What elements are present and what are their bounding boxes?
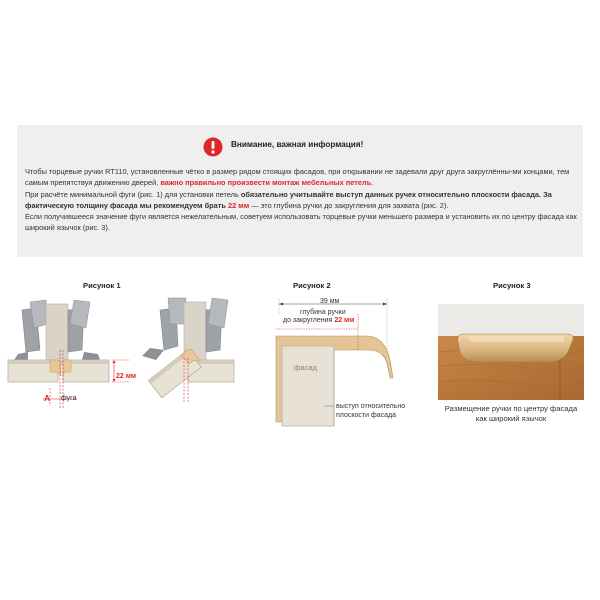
notice-p1-end: .	[371, 178, 374, 188]
notice-p2-highlight: 22 мм	[227, 200, 250, 210]
fig1-label-a: A	[44, 393, 51, 403]
fig2-protrusion-2: плоскости фасада	[336, 412, 396, 419]
fig1-title: Рисунок 1	[83, 281, 121, 290]
fig1-dim-value: 22 мм	[116, 373, 137, 380]
fig2-width-label: 39 мм	[320, 298, 340, 305]
notice-p1-highlight: важно правильно произвести монтаж мебельных петель	[160, 178, 372, 188]
notice-panel	[17, 125, 583, 257]
exclamation-icon	[203, 137, 223, 157]
fig2-depth-label-1: глубина ручки	[300, 309, 346, 316]
fig3-caption-2: как широкий язычок	[475, 413, 547, 423]
fig2-protrusion-1: выступ относительно	[336, 403, 406, 410]
fig3-wood-photo	[438, 304, 584, 400]
notice-p3-text: Если получившееся значение фуги является нежелательным, советуем использовать торцевые ручки меньшего размера и установить их по центру фасада как широкий язычок (рис. 3).	[25, 212, 577, 233]
fig1-label-gap: фуга	[61, 395, 77, 402]
notice-p2-end: — это глубина ручки до закругления для захвата (рис. 2).	[249, 200, 449, 210]
notice-p1-text: Чтобы торцевые ручки RT110, установленные чётко в размер рядом стоящих фасадов, при открывании не задевали друг друга закруглённы-ми концами, тем самым препятствуя движению дверей,	[25, 167, 570, 188]
notice-header	[17, 137, 583, 157]
fig3-title: Рисунок 3	[493, 281, 531, 290]
fig2-depth-value: 22 мм	[334, 317, 355, 324]
notice-p2-bold: обязательно учитывайте выступ данных ручек относительно плоскости фасада. За фактическую толщину фасада мы рекомендуем брать	[25, 189, 552, 210]
fig1-closed-doors	[8, 300, 109, 408]
fig2-depth-label-2: до закругления	[283, 317, 333, 324]
notice-text	[25, 166, 577, 234]
fig3-caption	[434, 404, 588, 423]
fig1-opening-door	[142, 298, 234, 402]
fig3-caption-1: Размещение ручки по центру фасада	[444, 404, 578, 413]
notice-title: Внимание, важная информация!	[231, 140, 364, 149]
fig1-hinge-diagram	[0, 290, 245, 420]
fig2-depth-label	[283, 317, 354, 326]
fig2-title: Рисунок 2	[293, 281, 331, 290]
notice-p2-text: При расчёте минимальной фуги (рис. 1) для установки петель	[25, 189, 241, 199]
fig2-facade-label: фасад	[294, 363, 317, 372]
